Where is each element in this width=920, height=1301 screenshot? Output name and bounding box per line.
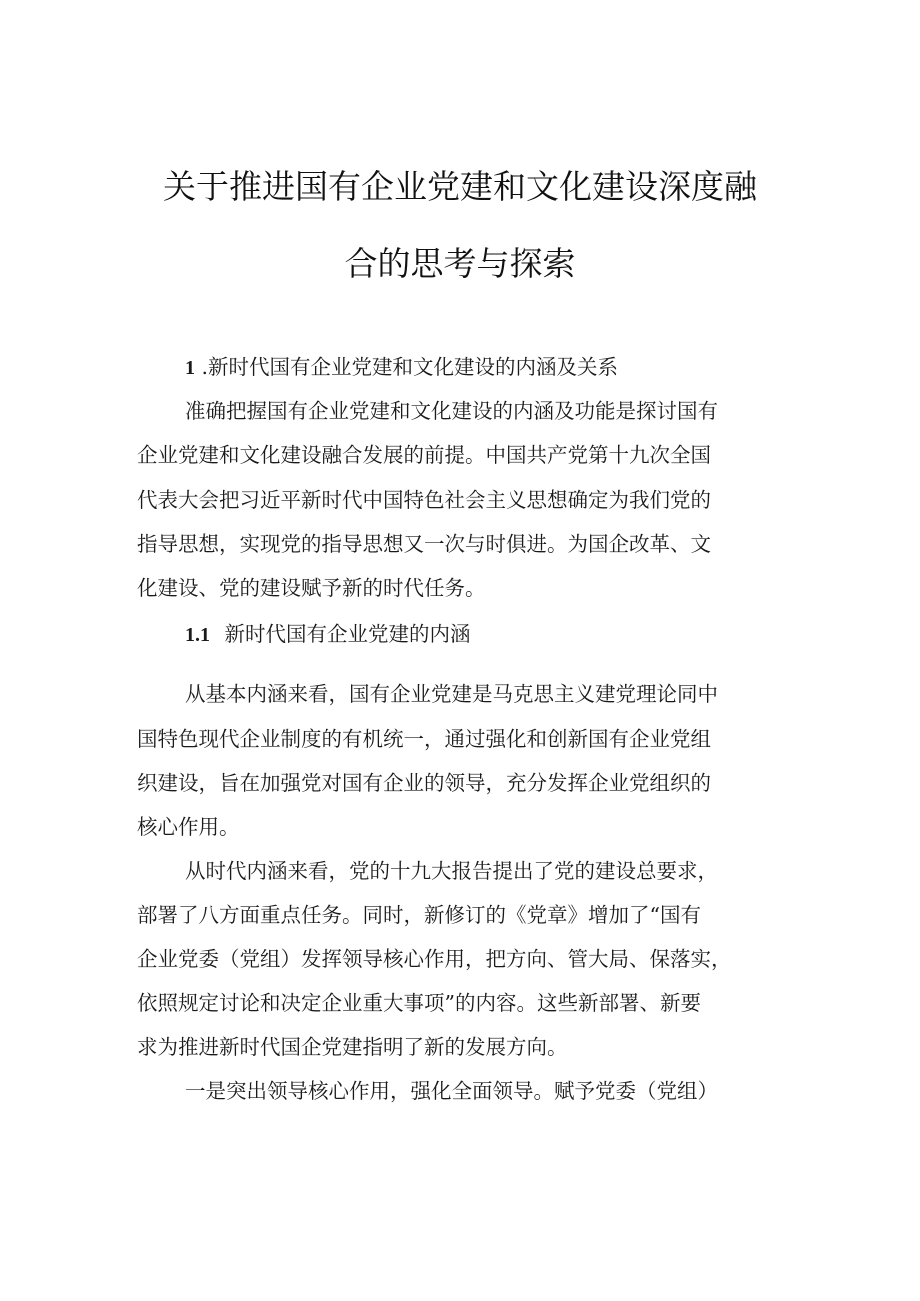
paragraph-2-line: 织建设，旨在加强党对国有企业的领导，充分发挥企业党组织的 (137, 771, 711, 795)
paragraph-3-line: 企业党委（党组）发挥领导核心作用，把方向、管大局、保落实， (137, 947, 732, 971)
paragraph-3-line: 求为推进新时代国企党建指明了新的发展方向。 (137, 1035, 568, 1059)
paragraph-1-line: 代表大会把习近平新时代中国特色社会主义思想确定为我们党的 (137, 488, 711, 512)
section-1-heading (185, 353, 618, 382)
paragraph-2-line: 从基本内涵来看，国有企业党建是马克思主义建党理论同中 (185, 682, 718, 706)
section-1-1-heading (185, 620, 471, 649)
section-1-number: 1 (185, 357, 195, 379)
paragraph-1-line: 准确把握国有企业党建和文化建设的内涵及功能是探讨国有 (185, 399, 718, 423)
document-title-line-1: 关于推进国有企业党建和文化建设深度融 (163, 167, 757, 206)
paragraph-3-line: 依照规定讨论和决定企业重大事项”的内容。这些新部署、新要 (137, 991, 701, 1015)
document-title-line-2: 合的思考与探索 (344, 244, 576, 283)
paragraph-2-line: 国特色现代企业制度的有机统一，通过强化和创新国有企业党组 (137, 727, 711, 751)
section-1-1-heading-text: 新时代国有企业党建的内涵 (224, 622, 471, 646)
paragraph-2-line: 核心作用。 (137, 815, 240, 839)
paragraph-1-line: 指导思想，实现党的指导思想又一次与时俱进。为国企改革、文 (137, 532, 711, 556)
section-1-1-number: 1.1 (185, 624, 210, 646)
section-1-heading-text: .新时代国有企业党建和文化建设的内涵及关系 (201, 355, 619, 379)
paragraph-3-line: 从时代内涵来看，党的十九大报告提出了党的建设总要求， (185, 859, 718, 883)
paragraph-1-line: 化建设、党的建设赋予新的时代任务。 (137, 576, 486, 600)
paragraph-4-line: 一是突出领导核心作用，强化全面领导。赋予党委（党组） (185, 1079, 718, 1103)
paragraph-3-line: 部署了八方面重点任务。同时，新修订的《党章》增加了“国有 (137, 903, 701, 927)
paragraph-1-line: 企业党建和文化建设融合发展的前提。中国共产党第十九次全国 (137, 443, 711, 467)
